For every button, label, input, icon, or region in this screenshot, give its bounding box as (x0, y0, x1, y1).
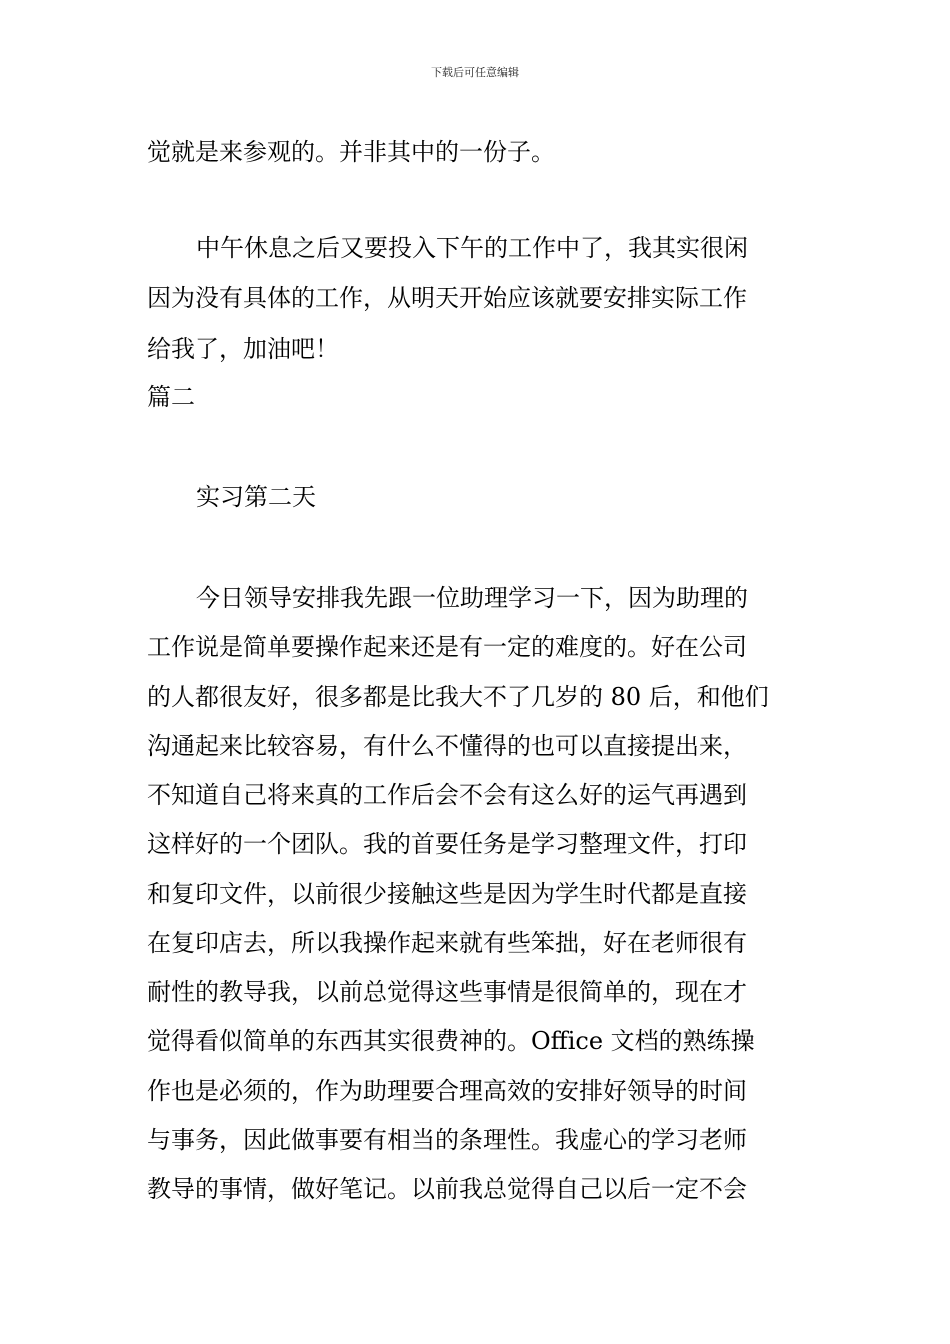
header-note: 下载后可任意编辑 (431, 66, 519, 79)
section-heading: 篇二 (147, 383, 195, 411)
subsection-title: 实习第二天 (196, 483, 316, 511)
text-line: 与事务，因此做事要有相当的条理性。我虚心的学习老师 (147, 1126, 747, 1154)
text-line: 这样好的一个团队。我的首要任务是学习整理文件，打印 (147, 830, 747, 858)
text-line: 觉得看似简单的东西其实很费神的。Office 文档的熟练操 (147, 1027, 755, 1055)
text-line: 教导的事情，做好笔记。以前我总觉得自己以后一定不会 (147, 1175, 747, 1203)
text-line: 工作说是简单要操作起来还是有一定的难度的。好在公司 (147, 633, 747, 661)
text-line: 今日领导安排我先跟一位助理学习一下，因为助理的 (196, 584, 748, 612)
text-line: 不知道自己将来真的工作后会不会有这么好的运气再遇到 (147, 781, 747, 809)
text-line: 的人都很友好，很多都是比我大不了几岁的 80 后，和他们 (147, 683, 769, 711)
text-line: 沟通起来比较容易，有什么不懂得的也可以直接提出来， (147, 732, 747, 760)
text-line: 觉就是来参观的。并非其中的一份子。 (147, 138, 555, 166)
text-line: 在复印店去，所以我操作起来就有些笨拙，好在老师很有 (147, 929, 747, 957)
text-line: 因为没有具体的工作，从明天开始应该就要安排实际工作 (147, 284, 747, 312)
text-line: 给我了，加油吧！ (147, 335, 339, 363)
text-line: 作也是必须的，作为助理要合理高效的安排好领导的时间 (147, 1077, 747, 1105)
text-line: 和复印文件，以前很少接触这些是因为学生时代都是直接 (147, 880, 747, 908)
text-line: 中午休息之后又要投入下午的工作中了，我其实很闲 (196, 234, 748, 262)
text-line: 耐性的教导我，以前总觉得这些事情是很简单的，现在才 (147, 978, 747, 1006)
